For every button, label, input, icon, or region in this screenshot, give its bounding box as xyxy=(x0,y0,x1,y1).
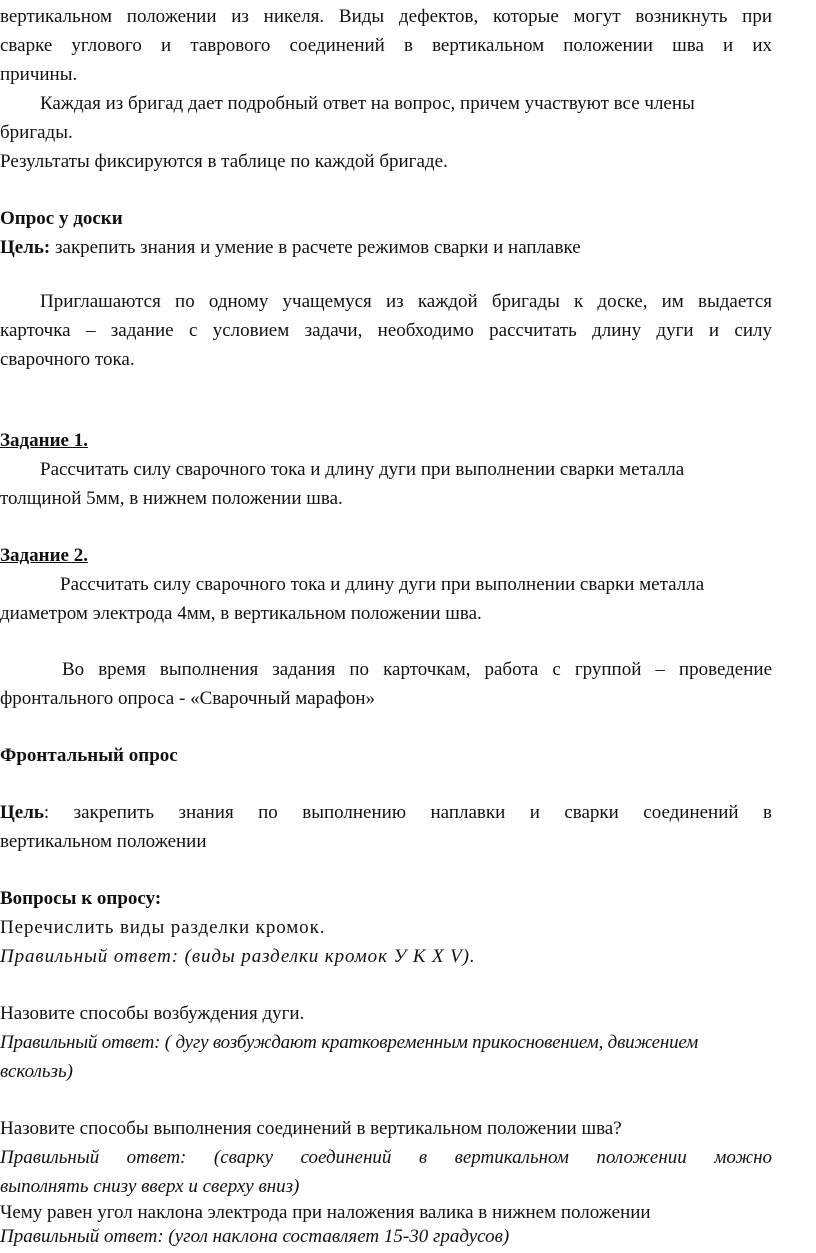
task2-heading: Задание 2. xyxy=(0,545,88,566)
intro-line-1: вертикальном положении из никеля. Виды дефектов, которые могут возникнуть при xyxy=(0,6,772,27)
board-line-1: Приглашаются по одному учащемуся из каждой бригады к доске, им выдается xyxy=(40,291,772,312)
answer-3-line-2: выполнять снизу вверх и сверху вниз) xyxy=(0,1176,300,1197)
cards-line-1: Во время выполнения задания по карточкам, работа с группой – проведение xyxy=(62,659,772,680)
question-1: Перечислить виды разделки кромок. xyxy=(0,917,326,938)
frontal-heading: Фронтальный опрос xyxy=(0,745,178,766)
brigades-line-2: бригады. xyxy=(0,122,73,143)
intro-line-2: сварке углового и таврового соединений в вертикальном положении шва и их xyxy=(0,35,772,56)
board-line-2: карточка – задание с условием задачи, необходимо рассчитать длину дуги и силу xyxy=(0,320,772,341)
frontal-goal-text: : закрепить знания по выполнению наплавки и сварки соединений в xyxy=(43,802,772,823)
frontal-goal-line-2: вертикальном положении xyxy=(0,831,207,852)
task2-line-2: диаметром электрода 4мм, в вертикальном положении шва. xyxy=(0,603,482,624)
frontal-goal-label: Цель xyxy=(0,802,44,823)
board-goal-label: Цель: xyxy=(0,237,51,258)
brigades-line-1: Каждая из бригад дает подробный ответ на вопрос, причем участвуют все члены xyxy=(40,93,695,114)
questions-heading: Вопросы к опросу: xyxy=(0,888,162,909)
board-line-3: сварочного тока. xyxy=(0,349,135,370)
question-4: Чему равен угол наклона электрода при наложения валика в нижнем положении xyxy=(0,1202,651,1223)
answer-1: Правильный ответ: (виды разделки кромок У К Х V). xyxy=(0,946,476,967)
question-2: Назовите способы возбуждения дуги. xyxy=(0,1003,305,1024)
board-goal-text: закрепить знания и умение в расчете режимов сварки и наплавке xyxy=(50,237,581,258)
task2-line-1: Рассчитать силу сварочного тока и длину дуги при выполнении сварки металла xyxy=(60,574,705,595)
cards-line-2: фронтального опроса - «Сварочный марафон» xyxy=(0,688,376,709)
frontal-goal-line-1 xyxy=(0,798,772,827)
task1-line-1: Рассчитать силу сварочного тока и длину дуги при выполнении сварки металла xyxy=(40,459,685,480)
intro-line-3: причины. xyxy=(0,64,78,85)
board-goal xyxy=(0,233,772,262)
answer-4: Правильный ответ: (угол наклона составляет 15-30 градусов) xyxy=(0,1226,510,1247)
results-text: Результаты фиксируются в таблице по каждой бригаде. xyxy=(0,151,448,172)
board-heading: Опрос у доски xyxy=(0,208,123,229)
question-3: Назовите способы выполнения соединений в вертикальном положении шва? xyxy=(0,1118,622,1139)
task1-line-2: толщиной 5мм, в нижнем положении шва. xyxy=(0,488,343,509)
answer-2-line-1: Правильный ответ: ( дугу возбуждают кратковременным прикосновением, движением xyxy=(0,1032,699,1053)
task1-heading: Задание 1. xyxy=(0,430,88,451)
answer-2-line-2: вскользь) xyxy=(0,1061,73,1082)
answer-3-line-1: Правильный ответ: (сварку соединений в вертикальном положении можно xyxy=(0,1147,772,1168)
